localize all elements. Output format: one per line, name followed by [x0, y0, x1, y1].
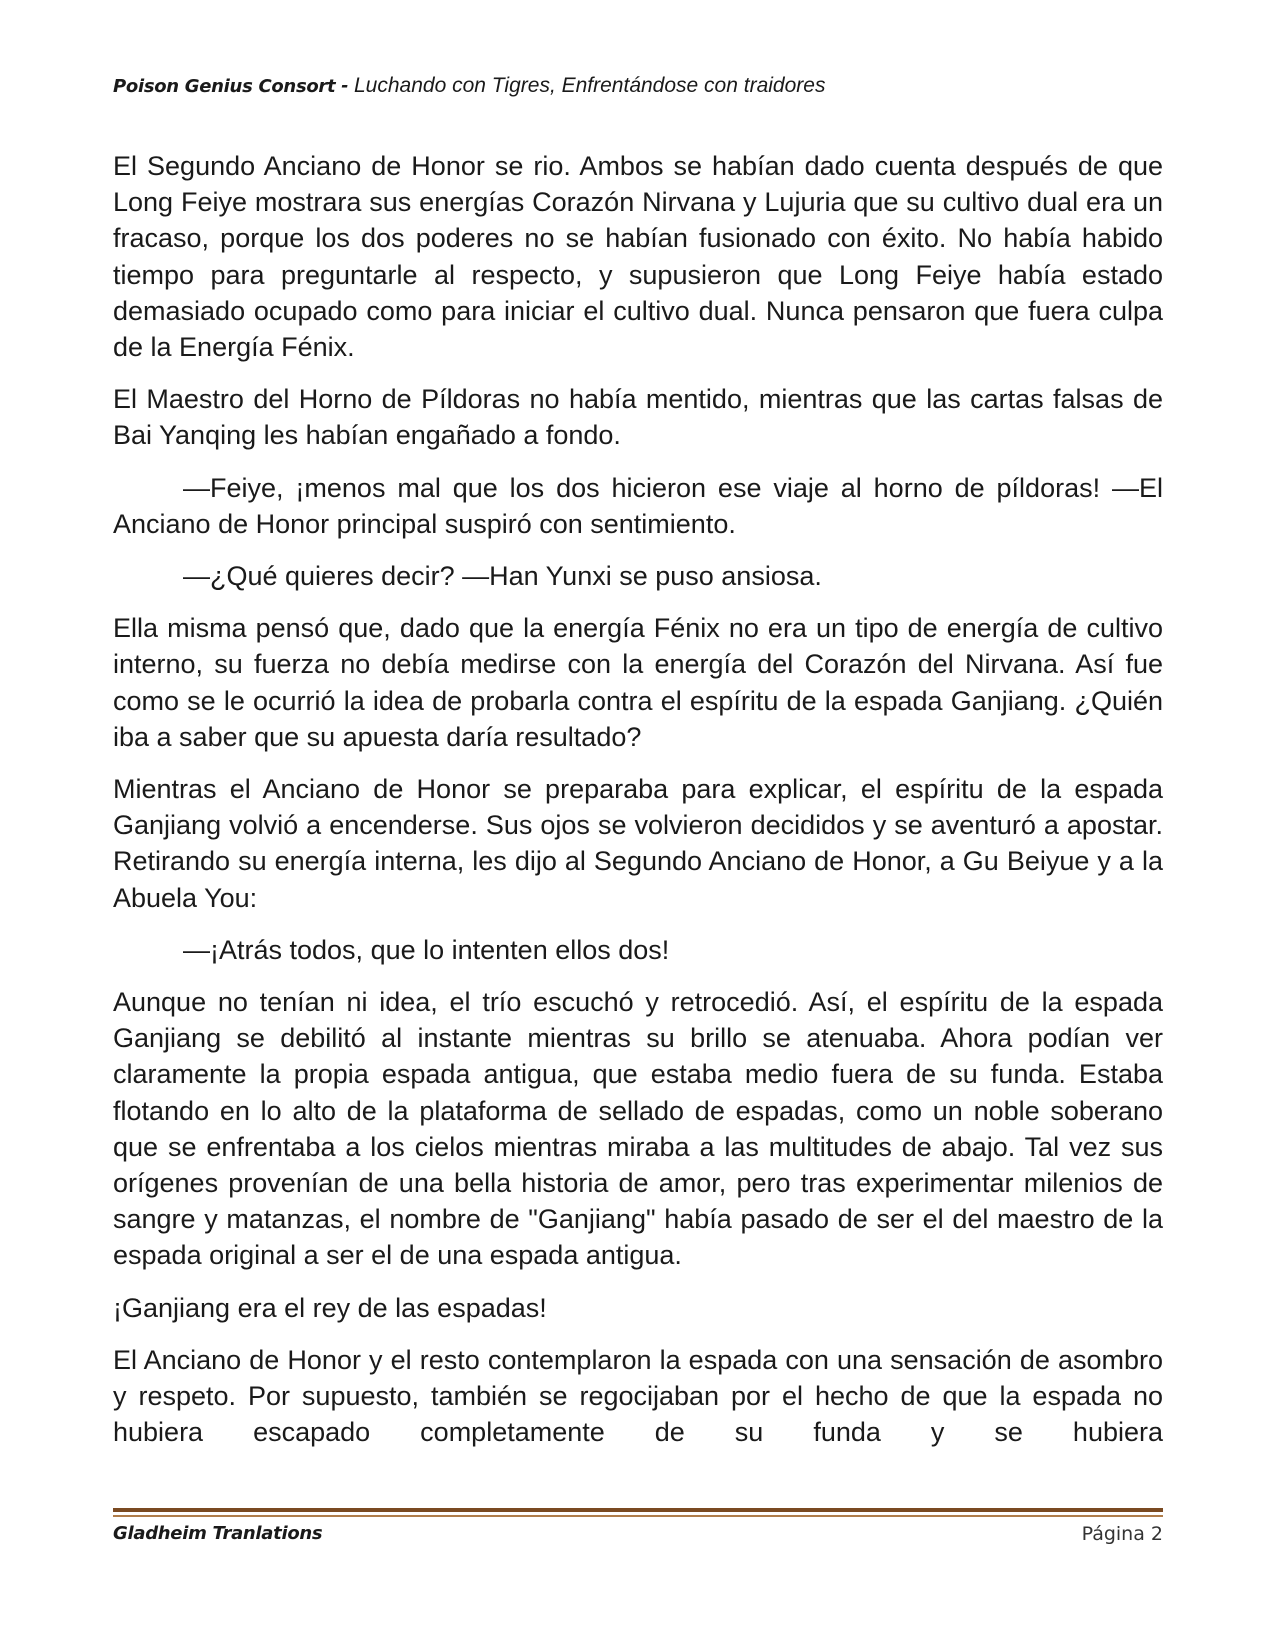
header-separator: -	[341, 74, 349, 97]
paragraph: Aunque no tenían ni idea, el trío escuchó y retrocedió. Así, el espíritu de la espada Ganjiang se debilitó al instante mientras su brillo se atenuaba. Ahora podían ver claramente la propia espada antigua, que estaba medio fuera de su funda. Estaba flotando en lo alto de la plataforma de sellado de espadas, como un noble soberano que se enfrentaba a los cielos mientras miraba a las multitudes de abajo. Tal vez sus orígenes provenían de una bella historia de amor, pero tras experimentar milenios de sangre y matanzas, el nombre de "Ganjiang" había pasado de ser el del maestro de la espada original a ser el de una espada antigua.	[113, 987, 1163, 1271]
footer-publisher: Gladheim Tranlations	[113, 1523, 323, 1544]
paragraph: Ella misma pensó que, dado que la energía Fénix no era un tipo de energía de cultivo interno, su fuerza no debía medirse con la energía del Corazón del Nirvana. Así fue como se le ocurrió la idea de probarla contra el espíritu de la espada Ganjiang. ¿Quién iba a saber que su apuesta daría resultado?	[113, 613, 1163, 752]
dialogue-paragraph: —¡Atrás todos, que lo intenten ellos dos!	[183, 934, 670, 965]
paragraph: ¡Ganjiang era el rey de las espadas!	[113, 1292, 547, 1323]
running-header	[113, 72, 1163, 101]
footer-rule-thick	[113, 1508, 1163, 1512]
paragraph: Mientras el Anciano de Honor se preparaba para explicar, el espíritu de la espada Ganjiang volvió a encenderse. Sus ojos se volvieron decididos y se aventuró a apostar. Retirando su energía interna, les dijo al Segundo Anciano de Honor, a Gu Beiyue y a la Abuela You:	[113, 774, 1163, 913]
paragraph: El Maestro del Horno de Píldoras no había mentido, mientras que las cartas falsas de Bai Yanqing les habían engañado a fondo.	[113, 384, 1163, 451]
paragraph: El Anciano de Honor y el resto contemplaron la espada con una sensación de asombro y respeto. Por supuesto, también se regocijaban por el hecho de que la espada no hubiera escapado completamente de su funda y se hubiera	[113, 1344, 1163, 1448]
paragraph: El Segundo Anciano de Honor se rio. Ambos se habían dado cuenta después de que Long Feiye mostrara sus energías Corazón Nirvana y Lujuria que su cultivo dual era un fracaso, porque los dos poderes no se habían fusionado con éxito. No había habido tiempo para preguntarle al respecto, y supusieron que Long Feiye había estado demasiado ocupado como para iniciar el cultivo dual. Nunca pensaron que fuera culpa de la Energía Fénix.	[113, 151, 1163, 363]
chapter-title: Luchando con Tigres, Enfrentándose con traidores	[354, 74, 826, 97]
page-body	[113, 148, 1163, 1467]
book-title: Poison Genius Consort	[113, 76, 336, 97]
page-number: Página 2	[1081, 1523, 1163, 1545]
dialogue-paragraph: —¿Qué quieres decir? —Han Yunxi se puso ansiosa.	[183, 561, 822, 592]
footer-rule-thin	[113, 1515, 1163, 1517]
dialogue-paragraph: —Feiye, ¡menos mal que los dos hicieron ese viaje al horno de píldoras! —El Anciano de Honor principal suspiró con sentimiento.	[113, 472, 1163, 539]
